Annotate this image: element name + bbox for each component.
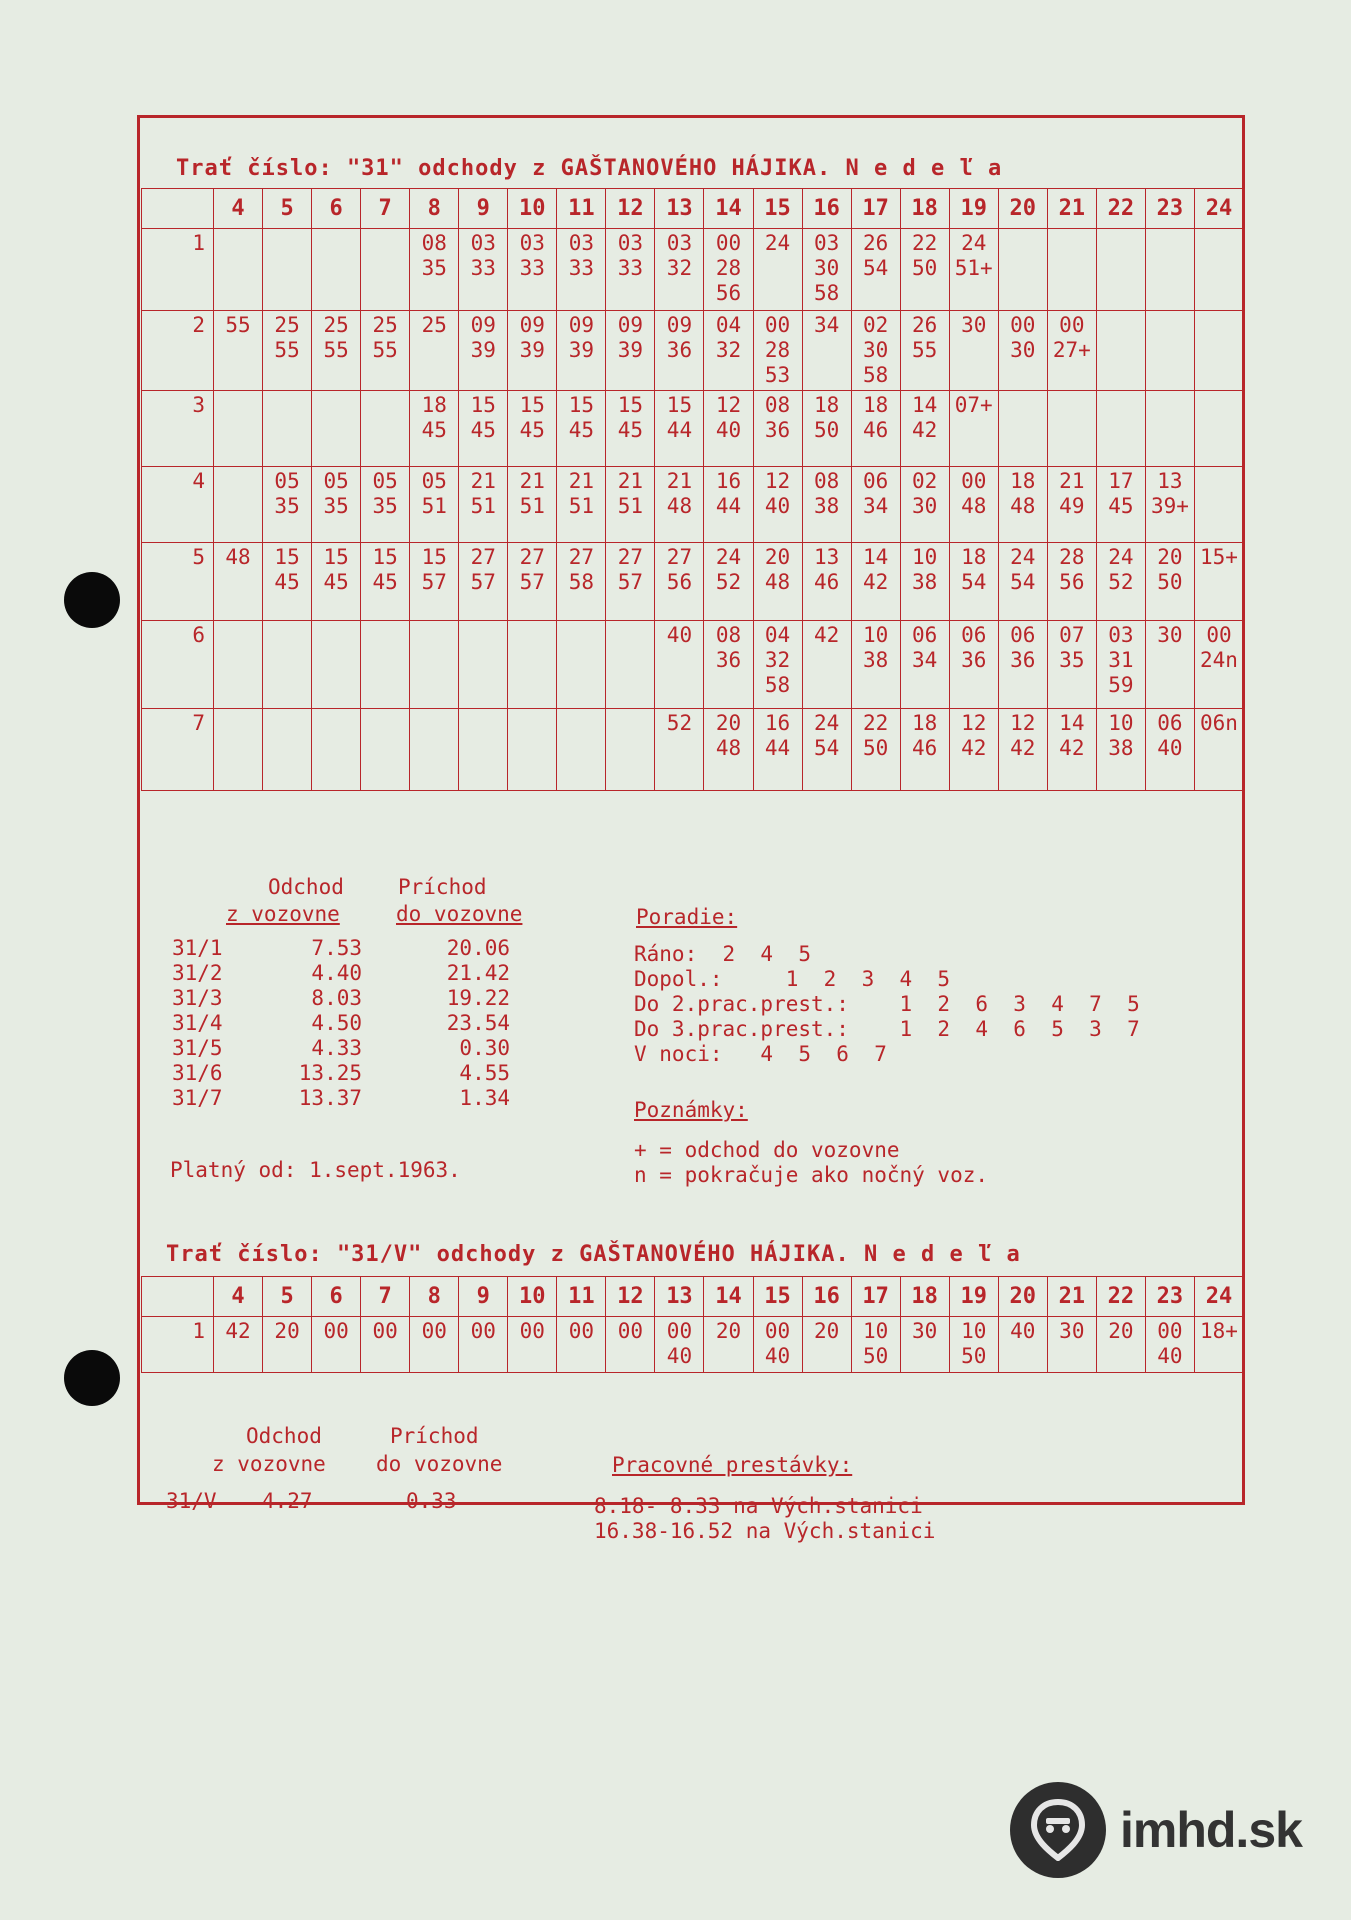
departure-cell: 10 38 — [900, 543, 949, 621]
departure-cell: 17 45 — [1096, 467, 1145, 543]
departure-cell: 55 — [214, 311, 263, 391]
departure-cell: 15+ — [1194, 543, 1243, 621]
departure-cell — [312, 229, 361, 311]
hour-header: 21 — [1047, 189, 1096, 229]
departure-cell: 48 — [214, 543, 263, 621]
departure-cell: 10 50 — [949, 1317, 998, 1373]
departure-cell: 12 42 — [949, 709, 998, 791]
hour-header: 14 — [704, 1277, 753, 1317]
depot1-row — [172, 961, 532, 986]
departure-cell: 08 35 — [410, 229, 459, 311]
depot1-arr: 4.55 — [459, 1061, 510, 1085]
departure-cell: 21 48 — [655, 467, 704, 543]
hour-header: 21 — [1047, 1277, 1096, 1317]
departure-cell — [361, 709, 410, 791]
poradie-line: Do 3.prac.prest.: 1 2 4 6 5 3 7 — [634, 1017, 1140, 1041]
depot1-row — [172, 1086, 532, 1111]
poznamky-heading: Poznámky: — [634, 1098, 748, 1122]
departure-cell — [557, 709, 606, 791]
departure-cell: 21 51 — [557, 467, 606, 543]
departure-cell: 20 — [263, 1317, 312, 1373]
departure-cell: 09 39 — [508, 311, 557, 391]
departure-cell — [312, 709, 361, 791]
hour-header: 13 — [655, 1277, 704, 1317]
departure-cell: 00 30 — [998, 311, 1047, 391]
hour-header: 23 — [1145, 1277, 1194, 1317]
departure-cell: 27 57 — [606, 543, 655, 621]
departure-cell: 24 52 — [1096, 543, 1145, 621]
s1-header-row — [142, 189, 1244, 229]
hour-header: 19 — [949, 1277, 998, 1317]
departure-cell: 08 38 — [802, 467, 851, 543]
departure-cell: 06 34 — [851, 467, 900, 543]
departure-cell: 08 36 — [704, 621, 753, 709]
s1-row — [142, 543, 1244, 621]
departure-cell: 00 28 53 — [753, 311, 802, 391]
departure-cell — [410, 709, 459, 791]
depot1-row — [172, 936, 532, 961]
departure-cell: 18 48 — [998, 467, 1047, 543]
course-number: 2 — [142, 311, 214, 391]
departure-cell: 22 50 — [900, 229, 949, 311]
timetable-31v — [141, 1276, 1244, 1373]
departure-cell: 40 — [655, 621, 704, 709]
departure-cell — [410, 621, 459, 709]
departure-cell: 18 54 — [949, 543, 998, 621]
departure-cell — [263, 709, 312, 791]
depot1-line: 31/1 — [172, 936, 223, 960]
hour-header: 20 — [998, 189, 1047, 229]
departure-cell: 21 51 — [606, 467, 655, 543]
hour-header: 17 — [851, 189, 900, 229]
departure-cell: 52 — [655, 709, 704, 791]
departure-cell — [508, 709, 557, 791]
depot1-head-odchod: Odchod — [268, 875, 344, 899]
hour-header: 23 — [1145, 189, 1194, 229]
departure-cell: 03 31 59 — [1096, 621, 1145, 709]
hour-header: 9 — [459, 189, 508, 229]
corner-cell — [142, 1277, 214, 1317]
departure-cell: 13 39+ — [1145, 467, 1194, 543]
prestavky-line: 16.38-16.52 na Vých.stanici — [594, 1519, 936, 1543]
departure-cell: 06 34 — [900, 621, 949, 709]
departure-cell: 00 28 56 — [704, 229, 753, 311]
depot1-dep: 7.53 — [311, 936, 362, 960]
departure-cell: 42 — [802, 621, 851, 709]
hour-header: 22 — [1096, 1277, 1145, 1317]
hour-header: 17 — [851, 1277, 900, 1317]
departure-cell — [263, 391, 312, 467]
departure-cell — [1194, 229, 1243, 311]
depot1-head-odchod2: z vozovne — [226, 902, 340, 926]
departure-cell: 06 36 — [998, 621, 1047, 709]
departure-cell: 00 — [606, 1317, 655, 1373]
corner-cell — [142, 189, 214, 229]
hour-header: 14 — [704, 189, 753, 229]
course-number: 5 — [142, 543, 214, 621]
departure-cell: 30 — [1145, 621, 1194, 709]
departure-cell: 00 — [410, 1317, 459, 1373]
departure-cell — [214, 467, 263, 543]
departure-cell: 00 40 — [655, 1317, 704, 1373]
depot2-head-odchod2: z vozovne — [212, 1452, 326, 1476]
hour-header: 16 — [802, 1277, 851, 1317]
depot1-arr: 0.30 — [459, 1036, 510, 1060]
depot1-line: 31/5 — [172, 1036, 223, 1060]
departure-cell: 05 35 — [361, 467, 410, 543]
departure-cell: 18 45 — [410, 391, 459, 467]
depot1-line: 31/6 — [172, 1061, 223, 1085]
departure-cell: 15 45 — [361, 543, 410, 621]
depot1-dep: 13.25 — [298, 1061, 362, 1085]
section1-title: Trať číslo: "31" odchody z GAŠTANOVÉHO HÁJIKA. N e d e ľ a — [176, 156, 1003, 181]
departure-cell: 00 24n — [1194, 621, 1243, 709]
hour-header: 20 — [998, 1277, 1047, 1317]
punch-hole-bottom — [64, 1350, 120, 1406]
departure-cell: 12 40 — [753, 467, 802, 543]
hour-header: 4 — [214, 1277, 263, 1317]
departure-cell: 20 — [1096, 1317, 1145, 1373]
s1-row — [142, 391, 1244, 467]
depot1-rows — [172, 936, 532, 1111]
departure-cell — [263, 229, 312, 311]
s2-header-row — [142, 1277, 1244, 1317]
departure-cell: 16 44 — [704, 467, 753, 543]
departure-cell — [998, 229, 1047, 311]
departure-cell — [1047, 391, 1096, 467]
hour-header: 11 — [557, 189, 606, 229]
departure-cell: 03 30 58 — [802, 229, 851, 311]
departure-cell — [1047, 229, 1096, 311]
depot1-arr: 20.06 — [446, 936, 510, 960]
departure-cell — [1096, 311, 1145, 391]
s1-row — [142, 311, 1244, 391]
hour-header: 19 — [949, 189, 998, 229]
departure-cell: 03 33 — [606, 229, 655, 311]
departure-cell — [557, 621, 606, 709]
departure-cell: 03 33 — [459, 229, 508, 311]
departure-cell: 40 — [998, 1317, 1047, 1373]
departure-cell: 24 54 — [802, 709, 851, 791]
depot2-head-prichod2: do vozovne — [376, 1452, 503, 1476]
departure-cell — [998, 391, 1047, 467]
departure-cell: 24 — [753, 229, 802, 311]
departure-cell — [214, 391, 263, 467]
departure-cell: 21 49 — [1047, 467, 1096, 543]
departure-cell: 24 51+ — [949, 229, 998, 311]
departure-cell: 15 44 — [655, 391, 704, 467]
hour-header: 11 — [557, 1277, 606, 1317]
poradie-line: V noci: 4 5 6 7 — [634, 1042, 887, 1066]
s2-row — [142, 1317, 1244, 1373]
departure-cell — [312, 621, 361, 709]
departure-cell — [606, 621, 655, 709]
departure-cell: 06 36 — [949, 621, 998, 709]
departure-cell — [1194, 391, 1243, 467]
hour-header: 6 — [312, 1277, 361, 1317]
poznamky-line: n = pokračuje ako nočný voz. — [634, 1163, 989, 1187]
timetable-31 — [141, 188, 1244, 791]
departure-cell: 00 — [557, 1317, 606, 1373]
hour-header: 13 — [655, 189, 704, 229]
depot1-dep: 4.33 — [311, 1036, 362, 1060]
departure-cell: 10 38 — [1096, 709, 1145, 791]
depot2-dep: 4.27 — [262, 1489, 313, 1513]
departure-cell: 00 40 — [1145, 1317, 1194, 1373]
prestavky-lines — [594, 1494, 935, 1544]
departure-cell — [1145, 391, 1194, 467]
section2-title: Trať číslo: "31/V" odchody z GAŠTANOVÉHO HÁJIKA. N e d e ľ a — [166, 1242, 1021, 1267]
depot2-line: 31/V — [166, 1489, 217, 1513]
depot1-dep: 4.50 — [311, 1011, 362, 1035]
hour-header: 7 — [361, 189, 410, 229]
hour-header: 6 — [312, 189, 361, 229]
departure-cell: 27 58 — [557, 543, 606, 621]
departure-cell: 12 40 — [704, 391, 753, 467]
departure-cell: 25 55 — [263, 311, 312, 391]
departure-cell: 25 — [410, 311, 459, 391]
departure-cell: 03 33 — [508, 229, 557, 311]
departure-cell: 18 46 — [900, 709, 949, 791]
depot1-line: 31/3 — [172, 986, 223, 1010]
course-number: 6 — [142, 621, 214, 709]
departure-cell — [1194, 311, 1243, 391]
course-number: 1 — [142, 1317, 214, 1373]
departure-cell — [214, 621, 263, 709]
s1-row — [142, 709, 1244, 791]
departure-cell: 13 46 — [802, 543, 851, 621]
departure-cell: 30 — [900, 1317, 949, 1373]
depot1-arr: 23.54 — [446, 1011, 510, 1035]
course-number: 3 — [142, 391, 214, 467]
departure-cell: 20 48 — [704, 709, 753, 791]
s1-row — [142, 621, 1244, 709]
depot1-arr: 21.42 — [446, 961, 510, 985]
depot1-row — [172, 986, 532, 1011]
depot1-line: 31/4 — [172, 1011, 223, 1035]
depot1-dep: 8.03 — [311, 986, 362, 1010]
departure-cell — [361, 391, 410, 467]
departure-cell: 02 30 — [900, 467, 949, 543]
departure-cell — [508, 621, 557, 709]
departure-cell: 15 45 — [606, 391, 655, 467]
departure-cell: 09 39 — [557, 311, 606, 391]
departure-cell: 34 — [802, 311, 851, 391]
departure-cell: 15 57 — [410, 543, 459, 621]
depot2-head-odchod: Odchod — [246, 1424, 322, 1448]
hour-header: 4 — [214, 189, 263, 229]
departure-cell: 04 32 — [704, 311, 753, 391]
poradie-line: Dopol.: 1 2 3 4 5 — [634, 967, 951, 991]
departure-cell — [1096, 391, 1145, 467]
poradie-heading: Poradie: — [636, 905, 738, 929]
poradie-line: Ráno: 2 4 5 — [634, 942, 812, 966]
departure-cell: 26 55 — [900, 311, 949, 391]
prestavky-line: 8.18- 8.33 na Vých.stanici — [594, 1494, 923, 1518]
departure-cell: 09 36 — [655, 311, 704, 391]
hour-header: 12 — [606, 189, 655, 229]
departure-cell: 09 39 — [606, 311, 655, 391]
departure-cell: 15 45 — [312, 543, 361, 621]
departure-cell: 15 45 — [459, 391, 508, 467]
valid-from: Platný od: 1.sept.1963. — [170, 1158, 461, 1182]
departure-cell: 08 36 — [753, 391, 802, 467]
hour-header: 16 — [802, 189, 851, 229]
departure-cell: 30 — [1047, 1317, 1096, 1373]
hour-header: 8 — [410, 189, 459, 229]
poznamky-line: + = odchod do vozovne — [634, 1138, 900, 1162]
departure-cell — [606, 709, 655, 791]
hour-header: 9 — [459, 1277, 508, 1317]
departure-cell: 25 55 — [361, 311, 410, 391]
course-number: 7 — [142, 709, 214, 791]
hour-header: 22 — [1096, 189, 1145, 229]
departure-cell: 42 — [214, 1317, 263, 1373]
departure-cell: 30 — [949, 311, 998, 391]
departure-cell: 12 42 — [998, 709, 1047, 791]
departure-cell: 18+ — [1194, 1317, 1243, 1373]
departure-cell: 15 45 — [263, 543, 312, 621]
departure-cell: 16 44 — [753, 709, 802, 791]
departure-cell: 05 51 — [410, 467, 459, 543]
departure-cell: 00 — [459, 1317, 508, 1373]
depot1-row — [172, 1061, 532, 1086]
departure-cell: 21 51 — [459, 467, 508, 543]
hour-header: 5 — [263, 189, 312, 229]
departure-cell — [1096, 229, 1145, 311]
departure-cell: 27 57 — [508, 543, 557, 621]
departure-cell: 26 54 — [851, 229, 900, 311]
punch-hole-top — [64, 572, 120, 628]
departure-cell: 15 45 — [557, 391, 606, 467]
depot2-head-prichod: Príchod — [390, 1424, 479, 1448]
departure-cell: 00 27+ — [1047, 311, 1096, 391]
departure-cell — [214, 229, 263, 311]
depot1-line: 31/7 — [172, 1086, 223, 1110]
departure-cell: 09 39 — [459, 311, 508, 391]
departure-cell: 14 42 — [851, 543, 900, 621]
departure-cell: 28 56 — [1047, 543, 1096, 621]
hour-header: 15 — [753, 189, 802, 229]
departure-cell — [361, 621, 410, 709]
depot1-line: 31/2 — [172, 961, 223, 985]
departure-cell: 24 54 — [998, 543, 1047, 621]
hour-header: 18 — [900, 1277, 949, 1317]
poznamky-lines — [634, 1138, 988, 1188]
departure-cell: 10 38 — [851, 621, 900, 709]
poradie-lines — [634, 942, 1140, 1067]
course-number: 4 — [142, 467, 214, 543]
departure-cell — [361, 229, 410, 311]
departure-cell: 03 33 — [557, 229, 606, 311]
prestavky-heading: Pracovné prestávky: — [612, 1453, 853, 1477]
logo-text: imhd.sk — [1120, 1802, 1302, 1858]
departure-cell: 18 50 — [802, 391, 851, 467]
departure-cell: 07+ — [949, 391, 998, 467]
departure-cell: 07 35 — [1047, 621, 1096, 709]
depot1-dep: 4.40 — [311, 961, 362, 985]
departure-cell: 27 57 — [459, 543, 508, 621]
departure-cell: 15 45 — [508, 391, 557, 467]
departure-cell: 10 50 — [851, 1317, 900, 1373]
hour-header: 5 — [263, 1277, 312, 1317]
departure-cell: 27 56 — [655, 543, 704, 621]
departure-cell — [1194, 467, 1243, 543]
departure-cell: 06 40 — [1145, 709, 1194, 791]
departure-cell — [459, 709, 508, 791]
departure-cell: 02 30 58 — [851, 311, 900, 391]
hour-header: 8 — [410, 1277, 459, 1317]
hour-header: 18 — [900, 189, 949, 229]
depot1-arr: 19.22 — [446, 986, 510, 1010]
departure-cell — [263, 621, 312, 709]
departure-cell — [1145, 229, 1194, 311]
departure-cell: 22 50 — [851, 709, 900, 791]
departure-cell: 00 40 — [753, 1317, 802, 1373]
hour-header: 12 — [606, 1277, 655, 1317]
depot1-arr: 1.34 — [459, 1086, 510, 1110]
departure-cell: 20 — [704, 1317, 753, 1373]
departure-cell — [214, 709, 263, 791]
hour-header: 24 — [1194, 189, 1243, 229]
depot1-head-prichod: Príchod — [398, 875, 487, 899]
departure-cell: 20 — [802, 1317, 851, 1373]
departure-cell: 24 52 — [704, 543, 753, 621]
s1-row — [142, 467, 1244, 543]
hour-header: 10 — [508, 1277, 557, 1317]
departure-cell — [1145, 311, 1194, 391]
departure-cell: 18 46 — [851, 391, 900, 467]
departure-cell: 00 — [361, 1317, 410, 1373]
departure-cell: 14 42 — [1047, 709, 1096, 791]
imhd-logo — [1010, 1782, 1302, 1878]
hour-header: 7 — [361, 1277, 410, 1317]
departure-cell: 05 35 — [312, 467, 361, 543]
departure-cell: 00 48 — [949, 467, 998, 543]
departure-cell: 06n — [1194, 709, 1243, 791]
departure-cell — [459, 621, 508, 709]
departure-cell: 04 32 58 — [753, 621, 802, 709]
s1-row — [142, 229, 1244, 311]
departure-cell: 25 55 — [312, 311, 361, 391]
depot1-dep: 13.37 — [298, 1086, 362, 1110]
departure-cell: 20 48 — [753, 543, 802, 621]
depot1-row — [172, 1011, 532, 1036]
bus-pin-icon — [1010, 1782, 1106, 1878]
departure-cell: 14 42 — [900, 391, 949, 467]
departure-cell: 20 50 — [1145, 543, 1194, 621]
hour-header: 15 — [753, 1277, 802, 1317]
hour-header: 24 — [1194, 1277, 1243, 1317]
departure-cell: 05 35 — [263, 467, 312, 543]
depot2-arr: 0.33 — [406, 1489, 457, 1513]
departure-cell — [312, 391, 361, 467]
depot1-head-prichod2: do vozovne — [396, 902, 523, 926]
departure-cell: 21 51 — [508, 467, 557, 543]
course-number: 1 — [142, 229, 214, 311]
hour-header: 10 — [508, 189, 557, 229]
departure-cell: 00 — [312, 1317, 361, 1373]
depot1-row — [172, 1036, 532, 1061]
departure-cell: 00 — [508, 1317, 557, 1373]
departure-cell: 03 32 — [655, 229, 704, 311]
poradie-line: Do 2.prac.prest.: 1 2 6 3 4 7 5 — [634, 992, 1140, 1016]
